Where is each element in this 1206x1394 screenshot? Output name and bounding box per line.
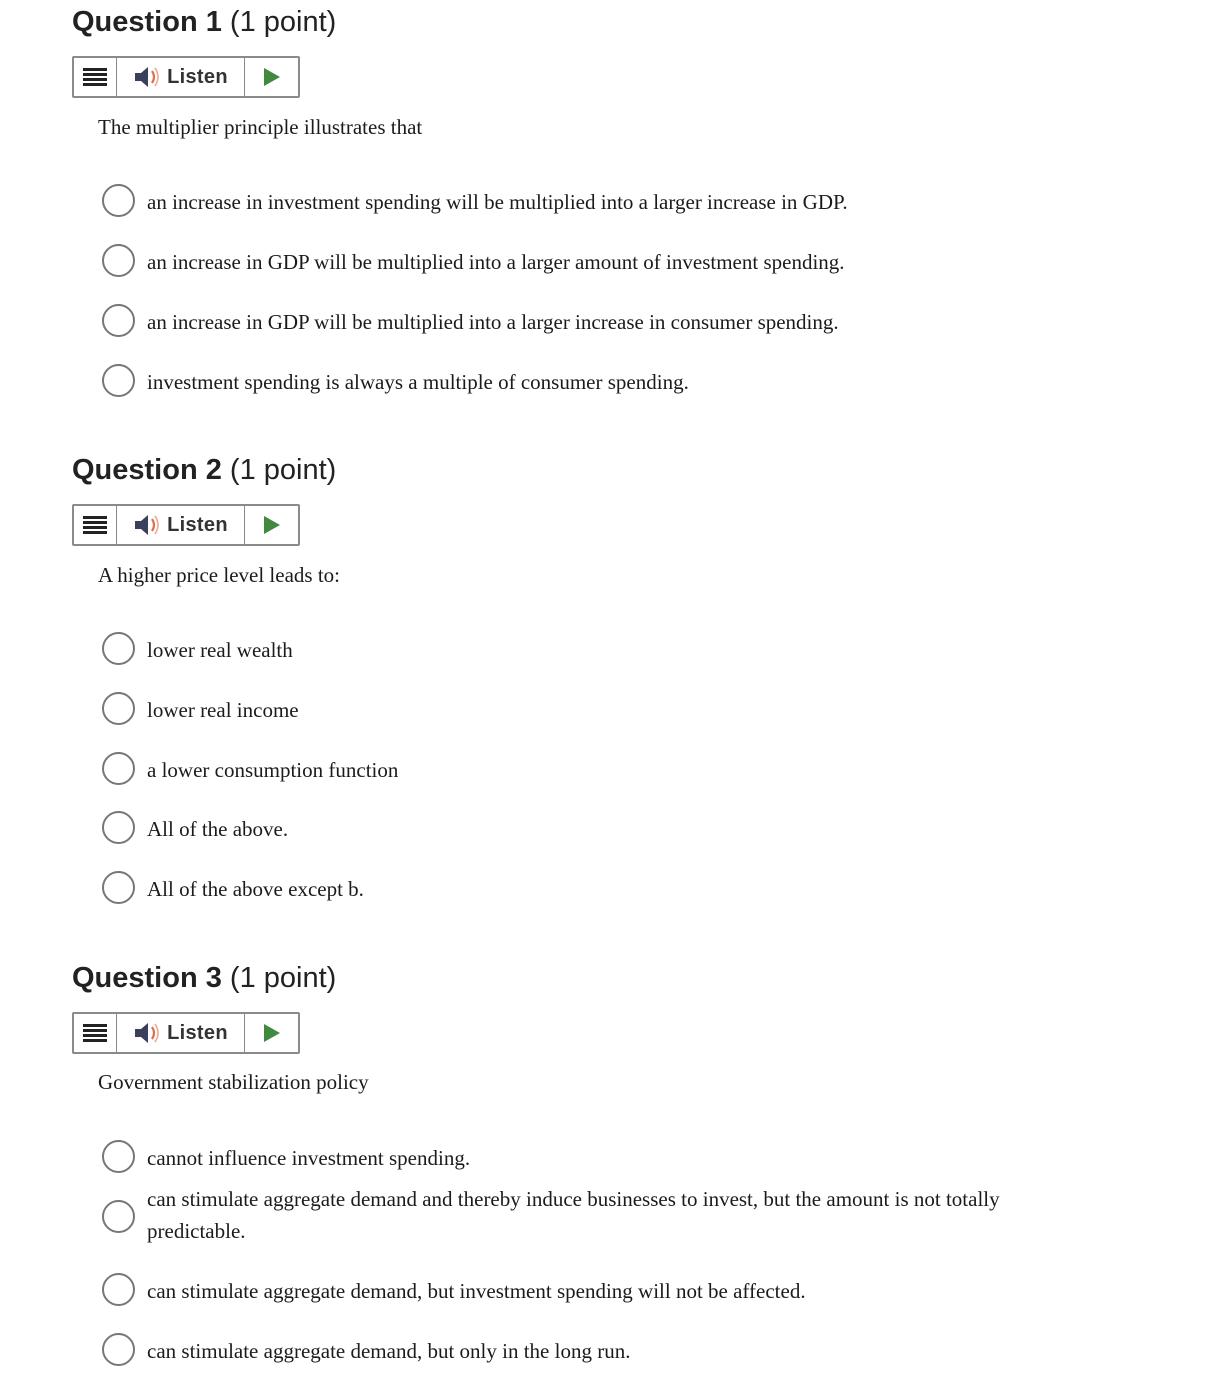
radio-button[interactable] (102, 304, 135, 337)
answer-option[interactable] (102, 1140, 1102, 1173)
answer-option[interactable] (102, 184, 1102, 217)
answer-option[interactable] (102, 871, 1102, 904)
answer-text: an increase in GDP will be multiplied into a larger increase in consumer spending. (147, 310, 839, 334)
play-icon (262, 66, 282, 88)
listen-label: Listen (167, 513, 228, 536)
radio-button[interactable] (102, 752, 135, 785)
question-number: Question 1 (72, 6, 222, 38)
play-icon (262, 1022, 282, 1044)
question-title (72, 452, 1172, 488)
menu-icon (83, 67, 107, 87)
answer-option[interactable] (102, 811, 1102, 844)
radio-button[interactable] (102, 1273, 135, 1306)
question-points: (1 point) (229, 454, 337, 486)
answer-text: an increase in investment spending will be multiplied into a larger increase in GDP. (147, 190, 848, 214)
answer-text: can stimulate aggregate demand, but only in the long run. (147, 1339, 631, 1363)
play-icon (262, 514, 282, 536)
answer-text: cannot influence investment spending. (147, 1146, 471, 1170)
answer-option[interactable] (102, 364, 1102, 397)
radio-button[interactable] (102, 364, 135, 397)
radio-button[interactable] (102, 692, 135, 725)
question-number: Question 3 (72, 962, 222, 994)
play-button[interactable] (245, 506, 298, 544)
question-points: (1 point) (229, 962, 337, 994)
radio-button[interactable] (102, 1140, 135, 1173)
radio-button[interactable] (102, 1333, 135, 1366)
question-number: Question 2 (72, 454, 222, 486)
radio-button[interactable] (102, 632, 135, 665)
question-points: (1 point) (229, 6, 337, 38)
question-3 (72, 960, 1172, 1363)
readspeaker-toolbar (72, 1012, 300, 1054)
menu-button[interactable] (74, 1014, 117, 1052)
answer-option[interactable] (102, 304, 1102, 337)
radio-button[interactable] (102, 1200, 135, 1233)
question-title (72, 4, 1172, 40)
speaker-icon (133, 513, 163, 537)
answer-text: lower real wealth (147, 638, 293, 662)
answer-option[interactable] (102, 752, 1102, 785)
question-prompt: Government stabilization policy (98, 1070, 369, 1094)
question-prompt: The multiplier principle illustrates that (98, 115, 423, 139)
menu-icon (83, 515, 107, 535)
answer-text: lower real income (147, 698, 299, 722)
answer-option[interactable] (102, 1333, 1102, 1366)
menu-icon (83, 1023, 107, 1043)
question-1 (72, 4, 1172, 394)
answer-text: can stimulate aggregate demand and thereby induce businesses to invest, but the amount is not totally predictable. (147, 1187, 1000, 1243)
answer-option[interactable] (102, 244, 1102, 277)
answer-text: All of the above except b. (147, 877, 364, 901)
radio-button[interactable] (102, 244, 135, 277)
listen-label: Listen (167, 65, 228, 88)
answer-text: a lower consumption function (147, 758, 399, 782)
listen-button[interactable] (117, 1014, 245, 1052)
answer-text: an increase in GDP will be multiplied into a larger amount of investment spending. (147, 250, 845, 274)
answer-text: investment spending is always a multiple of consumer spending. (147, 370, 689, 394)
menu-button[interactable] (74, 58, 117, 96)
speaker-icon (133, 65, 163, 89)
play-button[interactable] (245, 58, 298, 96)
answer-text: All of the above. (147, 817, 289, 841)
listen-button[interactable] (117, 506, 245, 544)
answer-option[interactable] (102, 1273, 1102, 1306)
readspeaker-toolbar (72, 504, 300, 546)
radio-button[interactable] (102, 871, 135, 904)
listen-label: Listen (167, 1021, 228, 1044)
answer-option[interactable] (102, 632, 1102, 665)
answer-text: can stimulate aggregate demand, but investment spending will not be affected. (147, 1279, 806, 1303)
readspeaker-toolbar (72, 56, 300, 98)
speaker-icon (133, 1021, 163, 1045)
answer-option[interactable] (102, 1187, 1102, 1243)
question-2 (72, 452, 1172, 901)
radio-button[interactable] (102, 811, 135, 844)
listen-button[interactable] (117, 58, 245, 96)
answer-option[interactable] (102, 692, 1102, 725)
question-title (72, 960, 1172, 996)
question-prompt: A higher price level leads to: (98, 563, 341, 587)
radio-button[interactable] (102, 184, 135, 217)
play-button[interactable] (245, 1014, 298, 1052)
menu-button[interactable] (74, 506, 117, 544)
